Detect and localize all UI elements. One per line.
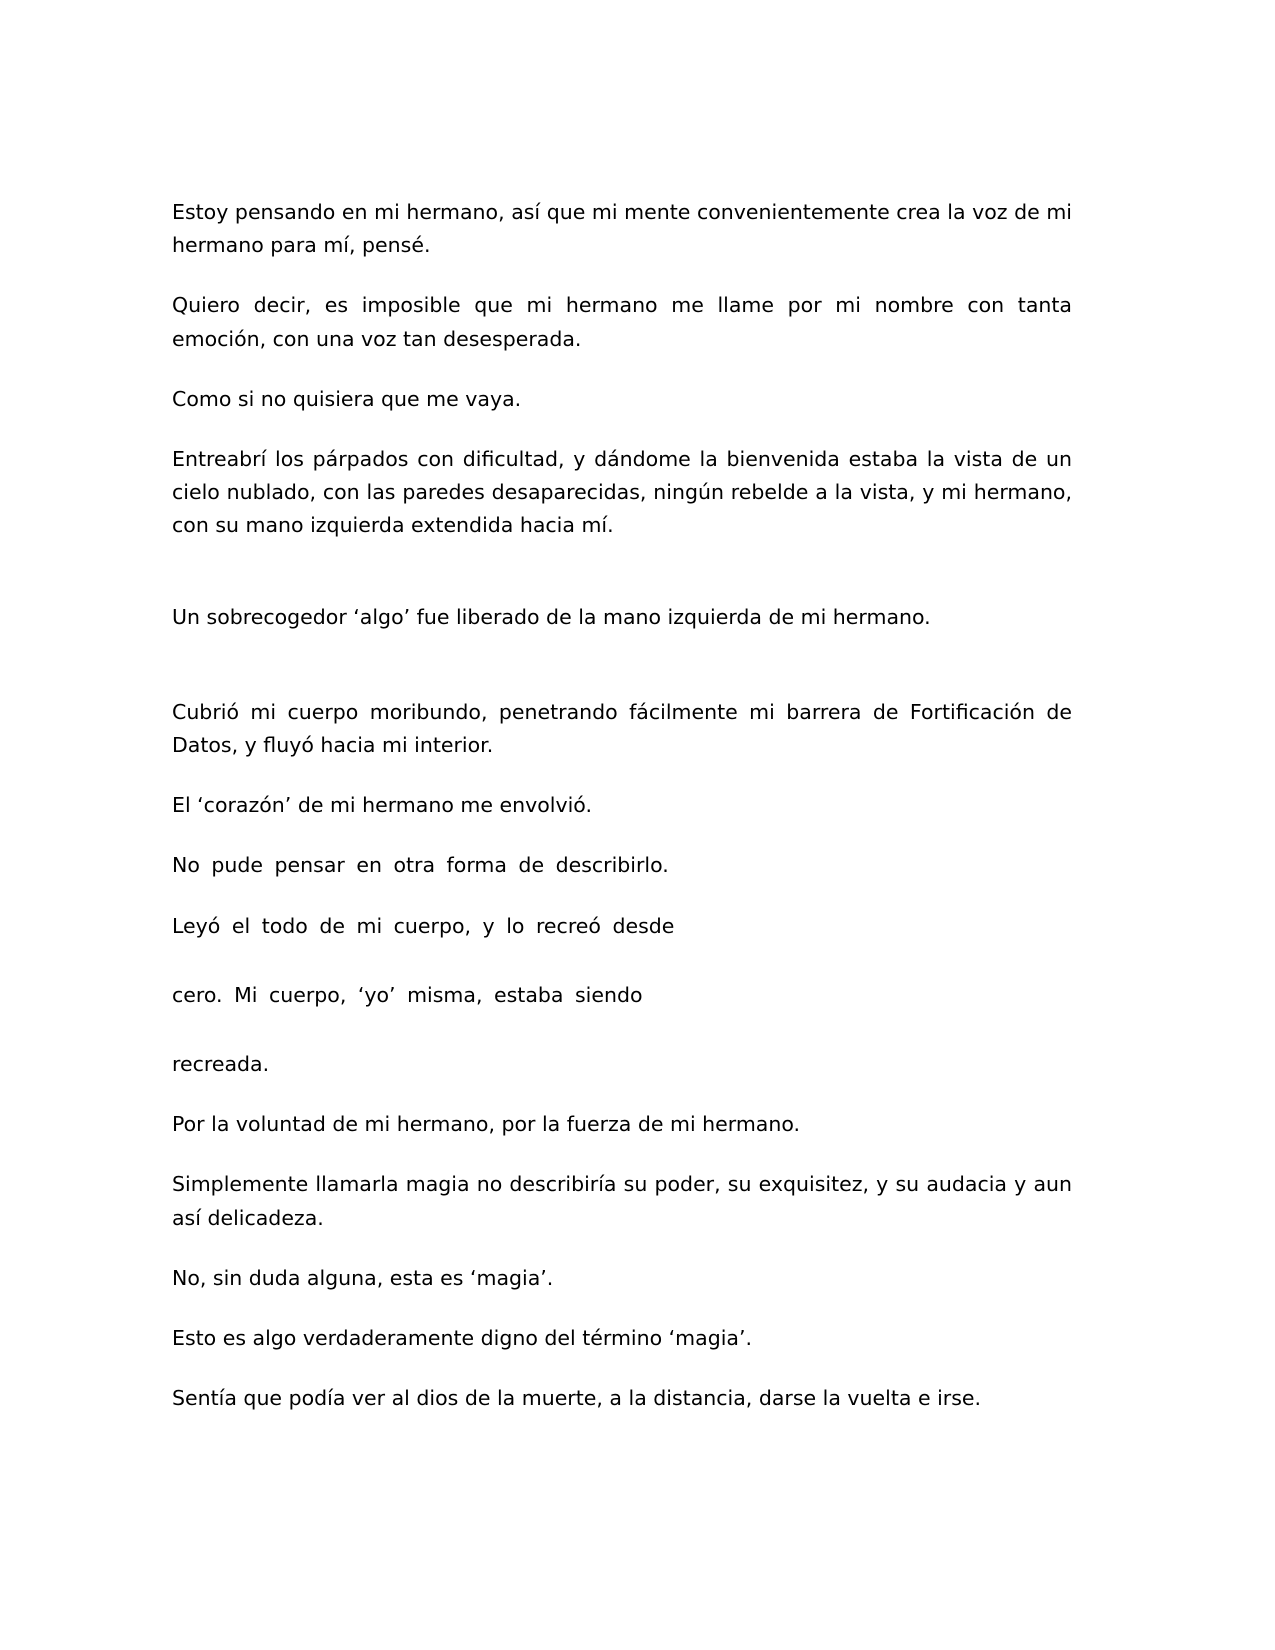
paragraph: Leyó el todo de mi cuerpo, y lo recreó desde — [172, 913, 675, 938]
paragraph: Esto es algo verdaderamente digno del término ‘magia’. — [172, 1326, 753, 1351]
paragraph: Entreabrí los párpados con dificultad, y dándome la bienvenida estaba la vista de un cielo nublado, con las paredes desaparecidas, ningún rebelde a la vista, y mi hermano, con su mano izquierda extendida hacia mí. — [172, 447, 1072, 538]
paragraph: Por la voluntad de mi hermano, por la fuerza de mi hermano. — [172, 1112, 801, 1137]
paragraph: No pude pensar en otra forma de describirlo. — [172, 853, 669, 878]
paragraph: Simplemente llamarla magia no describiría su poder, su exquisitez, y su audacia y aun así delicadeza. — [172, 1172, 1072, 1230]
paragraph: recreada. — [172, 1052, 270, 1077]
paragraph: Cubrió mi cuerpo moribundo, penetrando fácilmente mi barrera de Fortificación de Datos, y fluyó hacia mi interior. — [172, 699, 1072, 758]
paragraph: Quiero decir, es imposible que mi hermano me llame por mi nombre con tanta emoción, con una voz tan desesperada. — [172, 293, 1072, 351]
paragraph: No, sin duda alguna, esta es ‘magia’. — [172, 1265, 554, 1290]
paragraph: Sentía que podía ver al dios de la muerte, a la distancia, darse la vuelta e irse. — [172, 1386, 982, 1411]
paragraph: El ‘corazón’ de mi hermano me envolvió. — [172, 793, 592, 818]
document-body — [172, 196, 1072, 1415]
paragraph: Como si no quisiera que me vaya. — [172, 386, 522, 411]
paragraph: cero. Mi cuerpo, ‘yo’ misma, estaba siendo — [172, 982, 643, 1007]
paragraph: Un sobrecogedor ‘algo’ fue liberado de la mano izquierda de mi hermano. — [172, 604, 931, 629]
paragraph: Estoy pensando en mi hermano, así que mi mente convenientemente crea la voz de mi hermano para mí, pensé. — [172, 200, 1072, 258]
